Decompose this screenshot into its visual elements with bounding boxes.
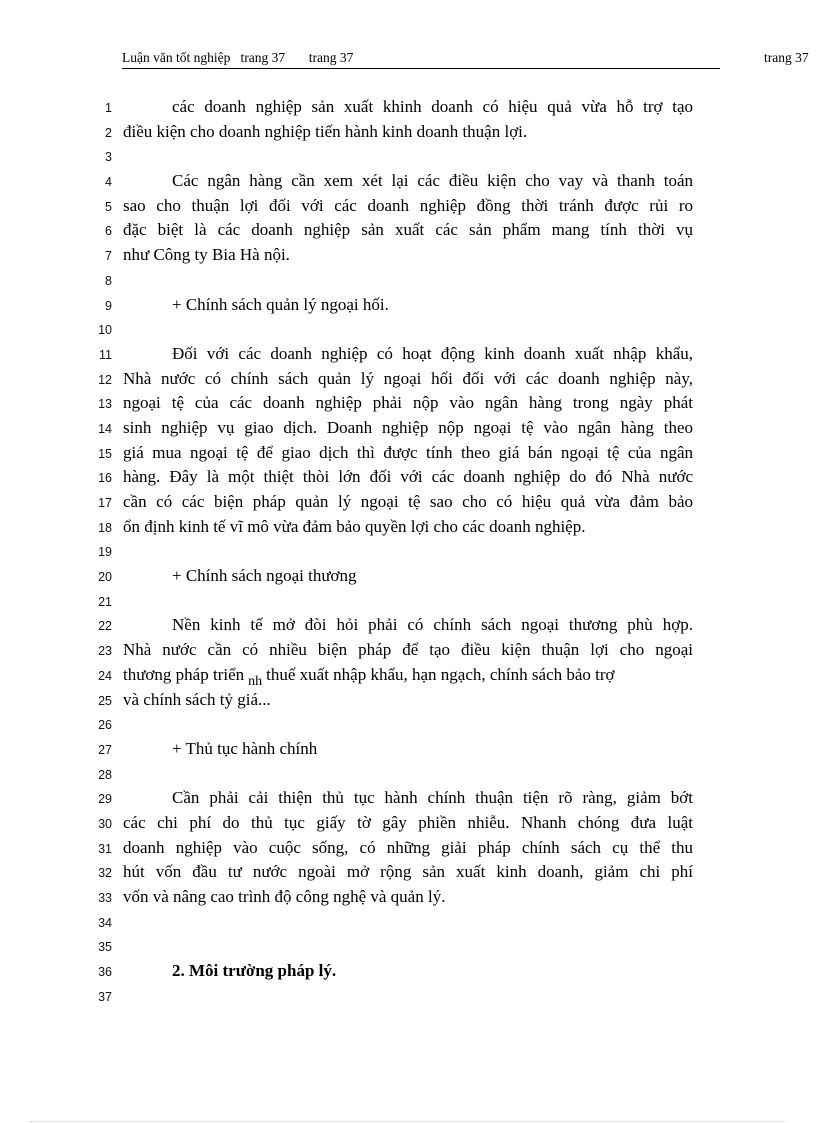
text-line [0, 441, 816, 466]
text-line [0, 934, 816, 959]
line-text: hàng. Đây là một thiệt thòi lớn đối với các doanh nghiệp do đó Nhà nước [123, 467, 693, 487]
line-number: 29 [98, 792, 112, 807]
line-number: 19 [98, 545, 112, 560]
line-number: 6 [105, 224, 112, 239]
line-number: 28 [98, 767, 112, 782]
line-number: 24 [98, 668, 112, 683]
running-header: Luận văn tốt nghiệp trang 37 trang 37 [122, 50, 720, 69]
text-line [0, 638, 816, 663]
text-line [0, 663, 816, 688]
line-text: vốn và nâng cao trình độ công nghệ và quản lý. [123, 887, 446, 906]
line-text-segment: thuế xuất nhập khẩu, hạn ngạch, chính sách bảo trợ [266, 664, 615, 684]
text-line [0, 910, 816, 935]
text-line [0, 712, 816, 737]
line-number: 5 [105, 199, 112, 214]
line-number: 23 [98, 644, 112, 659]
line-text: đặc biệt là các doanh nghiệp sản xuất các sản phẩm mang tính thời vụ [123, 220, 693, 240]
line-number: 31 [98, 841, 112, 856]
text-line [0, 218, 816, 243]
text-line [0, 613, 816, 638]
text-line [0, 465, 816, 490]
text-line [0, 959, 816, 984]
text-line [0, 490, 816, 515]
line-number: 3 [105, 150, 112, 165]
text-line [0, 737, 816, 762]
line-text: cần có các biện pháp quản lý ngoại tệ sao cho có hiệu quả vừa đảm bảo [123, 492, 693, 511]
text-line [0, 367, 816, 392]
line-text [123, 663, 693, 689]
line-text: các doanh nghiệp sản xuất khinh doanh có hiệu quả vừa hỗ trợ tạo [172, 97, 693, 116]
line-number: 14 [98, 421, 112, 436]
line-number: 20 [98, 570, 112, 585]
line-text: ổn định kinh tế vĩ mô vừa đảm bảo quyền lợi cho các doanh nghiệp. [123, 516, 586, 536]
text-line [0, 811, 816, 836]
text-line [0, 564, 816, 589]
text-line [0, 885, 816, 910]
line-text: doanh nghiệp vào cuộc sống, có những giải pháp chính sách cụ thể thu [123, 837, 693, 857]
subscript-fragment: nh [248, 673, 263, 689]
line-text: Đối với các doanh nghiệp có hoạt động kinh doanh xuất nhập khẩu, [172, 343, 693, 363]
line-number: 26 [98, 718, 112, 733]
line-number: 4 [105, 175, 112, 190]
line-text: điều kiện cho doanh nghiệp tiến hành kinh doanh thuận lợi. [123, 121, 528, 141]
text-line [0, 860, 816, 885]
line-number: 35 [98, 940, 112, 955]
body-text [0, 95, 816, 1008]
line-number: 25 [98, 693, 112, 708]
line-number: 2 [105, 125, 112, 140]
line-number: 1 [105, 101, 112, 115]
line-text: ngoại tệ của các doanh nghiệp phải nộp vào ngân hàng trong ngày phát [123, 393, 693, 413]
running-header-page-number: trang 37 [764, 50, 809, 65]
line-number: 11 [99, 347, 112, 362]
text-line [0, 342, 816, 367]
text-line [0, 120, 816, 145]
line-text: Nền kinh tế mở đòi hỏi phải có chính sách ngoại thương phù hợp. [172, 615, 693, 635]
text-line [0, 515, 816, 540]
text-line [0, 589, 816, 614]
text-line [0, 539, 816, 564]
text-line [0, 786, 816, 811]
line-number: 16 [98, 471, 112, 486]
line-text: hút vốn đầu tư nước ngoài mở rộng sản xuất kinh doanh, giảm chi phí [123, 862, 693, 882]
line-text: Các ngân hàng cần xem xét lại các điều kiện cho vay và thanh toán [172, 171, 693, 191]
text-line [0, 836, 816, 861]
line-number: 37 [98, 989, 112, 1004]
line-text: như Công ty Bia Hà nội. [123, 245, 290, 265]
line-text: + Thủ tục hành chính [172, 738, 318, 758]
text-line [0, 984, 816, 1009]
line-text: và chính sách tỷ giá... [123, 689, 271, 709]
line-number: 8 [105, 273, 112, 288]
line-text: các chi phí do thủ tục giấy tờ gây phiền nhiễu. Nhanh chóng đưa luật [123, 812, 693, 832]
line-number: 32 [98, 866, 112, 881]
line-text: sinh nghiệp vụ giao dịch. Doanh nghiệp nộp ngoại tệ vào ngân hàng theo [123, 417, 693, 437]
page-bottom-divider [30, 1121, 786, 1122]
line-number: 13 [98, 397, 112, 412]
line-number: 15 [98, 446, 112, 461]
line-text: + Chính sách quản lý ngoại hối. [172, 294, 389, 314]
text-line [0, 268, 816, 293]
line-number: 21 [98, 594, 112, 609]
text-line [0, 169, 816, 194]
text-line [0, 317, 816, 342]
text-line [0, 144, 816, 169]
line-number: 9 [105, 298, 112, 313]
line-text: giá mua ngoại tệ để giao dịch thì được tính theo giá bán ngoại tệ của ngân [123, 442, 693, 462]
text-line [0, 688, 816, 713]
line-text-segment: thương pháp triển [123, 664, 245, 684]
text-line [0, 95, 816, 120]
line-text: Nhà nước cần có nhiều biện pháp để tạo điều kiện thuận lợi cho ngoại [123, 640, 693, 660]
line-number: 27 [98, 742, 112, 757]
line-text: Nhà nước có chính sách quản lý ngoại hối đối với các doanh nghiệp này, [123, 368, 693, 388]
text-line [0, 194, 816, 219]
line-text: Cần phải cải thiện thủ tục hành chính thuận tiện rõ ràng, giảm bớt [172, 788, 693, 808]
line-number: 10 [98, 323, 112, 338]
text-line [0, 293, 816, 318]
line-number: 33 [98, 891, 112, 905]
line-number: 12 [98, 372, 112, 387]
line-number: 17 [98, 496, 112, 510]
line-text: sao cho thuận lợi đối với các doanh nghiệp đồng thời tránh được rủi ro [123, 195, 693, 215]
line-number: 7 [105, 249, 112, 264]
section-heading: 2. Môi trường pháp lý. [172, 961, 337, 981]
line-number: 30 [98, 816, 112, 831]
text-line [0, 243, 816, 268]
line-number: 36 [98, 965, 112, 980]
text-line [0, 391, 816, 416]
line-number: 22 [98, 619, 112, 634]
line-number: 18 [98, 520, 112, 535]
line-number: 34 [98, 915, 112, 930]
text-line [0, 762, 816, 787]
text-line [0, 416, 816, 441]
line-text: + Chính sách ngoại thương [172, 566, 357, 586]
